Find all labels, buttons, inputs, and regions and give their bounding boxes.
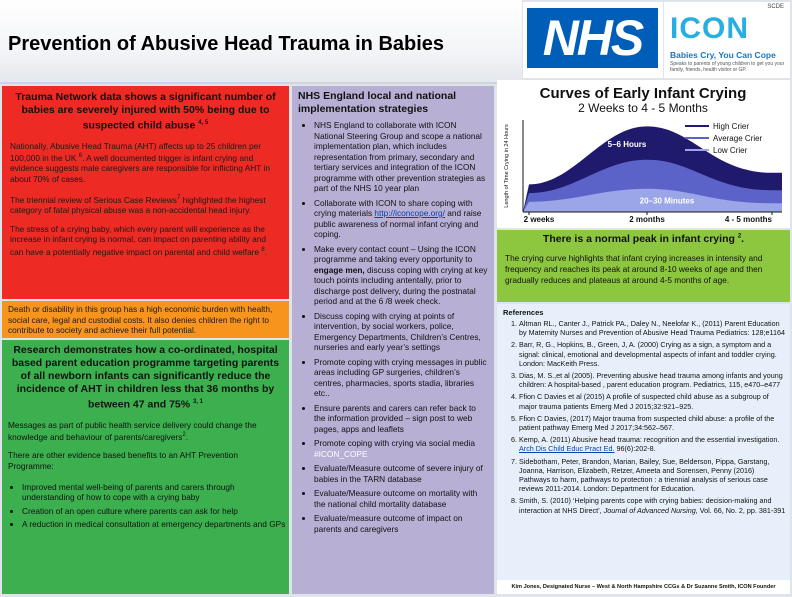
list-item: • Make every contact count – Using the ICON programme and taking every opportunity to engage men, discuss coping with crying at key touch points including antentally, prior to discharge post delivery, during the postnatal period and at the 6 /8 week check. <box>314 244 488 307</box>
reference-item: 2. Barr, R, G., Hopkins, B., Green, J, A. (2000) Crying as a sign, a symptom and a signal: clinical, emotional and developmental aspects of infant and toddler crying. London: MacKeith Press. <box>519 340 786 368</box>
list-item: • A reduction in medical consultation at emergency departments and GPs <box>22 519 289 530</box>
list-item: • Evaluate/Measure outcome on mortality with the national child mortality database <box>314 488 488 509</box>
list-item: • Ensure parents and carers can refer back to the information provided – sign post to web pages, apps and leaflets <box>314 403 488 435</box>
list-item: • Evaluate/Measure outcome of severe injury of babies in the TARN database <box>314 463 488 484</box>
page-title: Prevention of Abusive Head Trauma in Babies <box>8 33 445 55</box>
annotation-peak: 5–6 Hours <box>607 140 647 150</box>
reference-item: 6. Kemp, A. (2011) Abusive head trauma: recognition and the essential investigation. Arch Dis Child Educ Pract Ed. 96(6):202-8. <box>519 435 786 453</box>
chart-ylabel: Length of Time Crying in 24 Hours <box>504 124 510 208</box>
icon-logo-box <box>664 2 790 78</box>
reference-item: 7. Sidebotham, Peter, Brandon, Marian, Bailey, Sue, Belderson, Pippa, Garstang, Joanna, Harrison, Elizabeth, Retzer, Ameeta and Sorensen, Penny (2016) Pathways to harm, pathways to protection : a triennial analysis of serious case reviews 2011-2014. London: Department for Education. <box>519 457 786 494</box>
research-panel <box>2 340 289 594</box>
list-item: • Promote coping with crying messages in public areas including GP surgeries, children’s centres, pharmacies, sports stadia, libraries etc.. <box>314 357 488 399</box>
arch-dis-child-link[interactable]: Arch Dis Child Educ Pract Ed. <box>519 444 615 454</box>
legend-label: Low Crier <box>713 146 748 155</box>
reference-item: 4. Ffion C Davies et al (2015) A profile of suspected child abuse as a subgroup of major trauma patients Emerg Med J 2015;32:921–925. <box>519 392 786 410</box>
hashtag: #ICON_COPE <box>314 448 368 459</box>
icon-subtext: Speaks to parents of young children to get you your family, friends, health visitor or GP. <box>670 61 785 73</box>
icon-tagline: Babies Cry, You Can Cope <box>670 50 776 60</box>
economic-burden-panel <box>2 301 289 338</box>
trauma-paragraph-1: Nationally, Abusive Head Trauma (AHT) affects up to 25 children per 100,000 in the UK $^6$. A well documented trigger is infant crying and evidence suggests male caregivers are responsible for inflicting AHT in about 70% of cases. <box>10 140 270 185</box>
list-item: • NHS England to collaborate with ICON National Steering Group and scope a national implementation plan, which includes representation from primary, secondary and tertiary services and integration of the ICON programme with other prevention strategies as part of the NHS 10 year plan <box>314 120 488 194</box>
chart-subtitle: 2 Weeks to 4 - 5 Months <box>578 101 708 115</box>
trauma-network-heading: Trauma Network data shows a significant number of babies are severely injured with 50% being due to suspected child abuse $^{4, 5}$ <box>15 91 276 132</box>
footer-credits: Kim Jones, Designated Nurse – West & North Hampshire CCGs & Dr Suzanne Smith, ICON Founder <box>497 580 790 594</box>
crying-curve-svg <box>497 80 790 228</box>
references-heading: References <box>503 308 544 317</box>
nhs-logo-box <box>523 2 663 78</box>
annotation-low: 20–30 Minutes <box>639 196 695 206</box>
trauma-network-panel <box>2 86 289 299</box>
references-panel <box>497 304 790 594</box>
economic-burden-text: Death or disability in this group has a high economic burden with health, social care, legal and custodial costs. It also denies children the right to contribute to society and achieve their full potential. <box>8 304 273 336</box>
research-paragraph-2: There are other evidence based benefits to an AHT Prevention Programme: <box>8 450 238 472</box>
references-list <box>497 319 790 515</box>
normal-peak-panel <box>497 230 790 302</box>
normal-peak-heading: There is a normal peak in infant crying $^2$. <box>542 233 745 245</box>
normal-peak-text: The crying curve highlights that infant crying increases in intensity and frequency and reaches its peak at around 8-10 weeks of age and then gradually reduces and plateaus at around 4-5 months of age. <box>505 253 763 285</box>
trauma-paragraph-2: The triennial review of Serious Case Reviews$^7$ highlighted the highest category of fatal physical abuse was a non-accidental head injury. <box>10 194 266 215</box>
implementation-list <box>292 116 494 534</box>
icon-logo: ICON <box>670 12 749 45</box>
list-item: • Creation of an open culture where parents can ask for help <box>22 506 289 517</box>
icon-logo-small-text: SCDE <box>767 4 784 10</box>
reference-item: 5. Ffion C Davies, (2017) Major trauma from suspected child abuse: a profile of the patient pathway Emerg Med J 2017;34:562–567. <box>519 414 786 432</box>
x-tick-label: 4 - 5 months <box>724 215 772 224</box>
implementation-heading: NHS England local and national implementation strategies <box>298 90 457 115</box>
legend-label: High Crier <box>713 122 750 131</box>
implementation-panel <box>292 86 494 594</box>
list-item: • Discuss coping with crying at points of intervention, by social workers, police, Emergency Departments, Children’s Centres, nurseries and early year’s settings <box>314 311 488 353</box>
research-heading: Research demonstrates how a co-ordinated, hospital based parent education programme targeting parents of all newborn infants can significantly reduce the incidence of AHT in children less that 36 months by between 47 and 75% $^{3, 1}$ <box>11 344 280 411</box>
iconcope-link[interactable]: http://iconcope.org/ <box>374 208 445 218</box>
research-paragraph-1: Messages as part of public health service delivery could change the knowledge and behaviour of parents/caregivers$^2$. <box>8 419 257 442</box>
reference-item: 1. Altman RL., Canter J., Patrick PA., Daley N., Neelofar K., (2011) Parent Education by Maternity Nurses and Prevention of Abusive Head Trauma Pediatrics: 128;e1164 <box>519 319 786 337</box>
crying-curve-chart <box>497 80 790 228</box>
reference-item: 3. Dias, M. S.,et al (2005). Preventing abusive head trauma among infants and young children: A hospital-based , parent education program. Pediatrics, 115, e470–e477 <box>519 371 786 389</box>
trauma-paragraph-3: The stress of a crying baby, which every parent will experience as the increase in infant crying is normal, can impact on parenting ability and can have a potentially negative impact on parental and child welfare $^8$. <box>10 223 268 257</box>
legend-label: Average Crier <box>713 134 763 143</box>
nhs-logo: NHS <box>527 8 658 68</box>
chart-title: Curves of Early Infant Crying <box>539 85 747 102</box>
x-tick-label: 2 months <box>629 215 665 224</box>
list-item: • Improved mental well-being of parents and carers through understanding of how to cope with a crying baby <box>22 482 289 503</box>
title-bar <box>0 0 522 84</box>
list-item: • Evaluate/measure outcome of impact on parents and caregivers <box>314 513 488 534</box>
list-item: • Collaborate with ICON to share coping with crying materials http://iconcope.org/ and raise public awareness of normal infant crying and coping. <box>314 198 488 240</box>
list-item: • Promote coping with crying via social media #ICON_COPE <box>314 438 488 459</box>
x-tick-label: 2 weeks <box>523 215 555 224</box>
reference-item: 8. Smith, S. (2010) ‘Helping parents cope with crying babies: decision-making and interaction at NHS Direct’, Journal of Advanced Nursing, Vol. 66, No. 2, pp. 381-391 <box>519 496 786 514</box>
benefits-list <box>2 482 289 530</box>
